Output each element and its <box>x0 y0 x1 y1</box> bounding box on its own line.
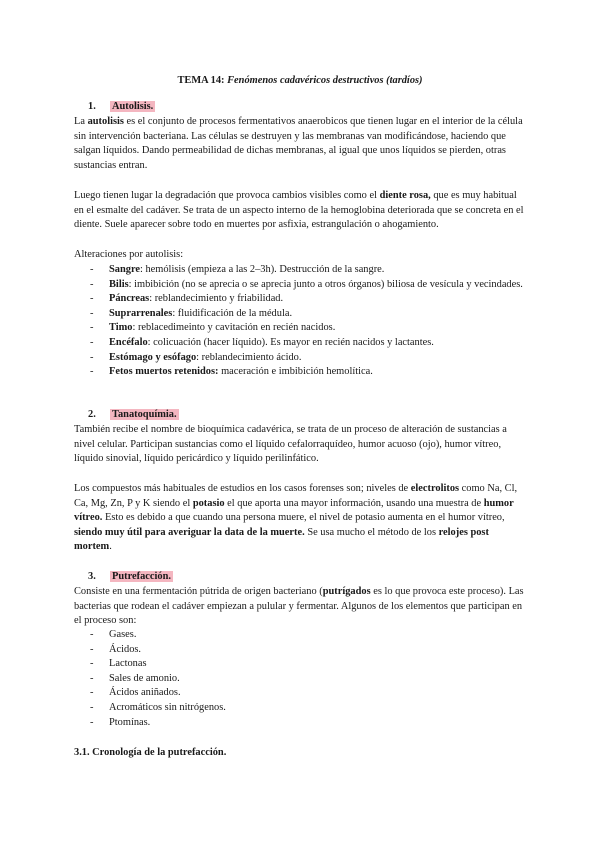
list-item: - Encéfalo: colicuación (hacer líquido). Es mayor en recién nacidos y lactantes. <box>90 336 434 348</box>
list-item: - Sales de amonio. <box>90 672 180 684</box>
list-item: - Ptomínas. <box>90 716 151 728</box>
list-item: - Bilis: imbibición (no se aprecia o se aprecia junto a otros órganos) biliosa de vesícula y vecindades. <box>90 278 523 290</box>
paragraph-electrolitos: Los compuestos más habituales de estudios en los casos forenses son; niveles de electrolitos como Na, Cl, Ca, Mg, Zn, P y K siendo el potasio el que aporta una mayor información, usando una muestra de humor vítreo. Esto es debido a que cuando una persona muere, el nivel de potasio aumenta en el humor vítreo, siendo muy útil para averiguar la data de la muerte. Se usa mucho el método de los relojes post mortem. <box>74 483 518 553</box>
list-item: - Timo: reblacedimeinto y cavitación en recién nacidos. <box>90 322 336 334</box>
paragraph-diente-rosa: Luego tienen lugar la degradación que provoca cambios visibles como el diente rosa, que es muy habitual en el esmalte del cadáver. Se trata de un aspecto interno de la hemoglobina deteriorada que se concreta en el diente. Suele aparecer sobre todo en muertes por asfixia, estrangulación o ahogamiento. <box>74 190 524 231</box>
page-title: TEMA 14: Fenómenos cadavéricos destructivos (tardíos) <box>177 75 423 86</box>
list-item: - Sangre: hemólisis (empieza a las 2–3h). Destrucción de la sangre. <box>90 264 385 275</box>
putrefaccion-elements-list <box>74 628 529 730</box>
list-item: - Gases. <box>90 629 137 640</box>
list-item: - Lactonas <box>90 658 147 670</box>
list-item: - Suprarrenales: fluidificación de la médula. <box>90 307 293 319</box>
list-item: - Ácidos. <box>90 643 142 655</box>
section-heading-tanatoquimia: 2. Tanatoquímia. <box>88 409 177 420</box>
autolisis-list <box>74 263 529 380</box>
list-item: - Acromáticos sin nitrógenos. <box>90 701 226 713</box>
list-intro-alteraciones: Alteraciones por autolisis: <box>74 249 184 260</box>
list-item: - Fetos muertos retenidos: maceración e imbibición hemolítica. <box>90 366 373 378</box>
list-item: - Ácidos aniñados. <box>90 687 181 699</box>
highlighted-heading-label: Putrefacción. <box>112 571 171 582</box>
subsection-heading-cronologia: 3.1. Cronología de la putrefacción. <box>74 747 227 758</box>
highlighted-heading-label: Tanatoquímia. <box>112 409 177 420</box>
highlighted-heading-label: Autolisis. <box>112 101 154 112</box>
section-heading-putrefaccion: 3. Putrefacción. <box>88 571 171 582</box>
paragraph-putrefaccion-definition: Consiste en una fermentación pútrida de origen bacteriano (putrígados es lo que provoca este proceso). Las bacterias que rodean el cadáver empiezan a pulular y fermentar. Algunos de los elementos que participan en el proceso son: <box>74 586 524 627</box>
paragraph-autolisis-definition: La autolisis es el conjunto de procesos fermentativos anaerobicos que tienen lugar en el interior de la célula sin intervención bacteriana. Las células se destruyen y las membranas van modificándose, haciendo que salgan líquidos. Dando permeabilidad de dichas membranas, al igual que unos líquidos se pierden, otras sustancias entran. <box>74 116 523 171</box>
paragraph-tanatoquimia-definition: También recibe el nombre de bioquímica cadavérica, se trata de un proceso de alteración de sustancias a nivel celular. Participan sustancias como el líquido cefalorraquídeo, humor acuoso (ojo), humor vítreo, líquido sinovial, líquido pericárdico y líquido perilinfático. <box>74 424 507 465</box>
list-item: - Páncreas: reblandecimiento y friabilidad. <box>90 293 284 305</box>
section-heading-autolisis: 1. Autolisis. <box>88 101 154 112</box>
list-item: - Estómago y esófago: reblandecimiento ácido. <box>90 351 302 363</box>
